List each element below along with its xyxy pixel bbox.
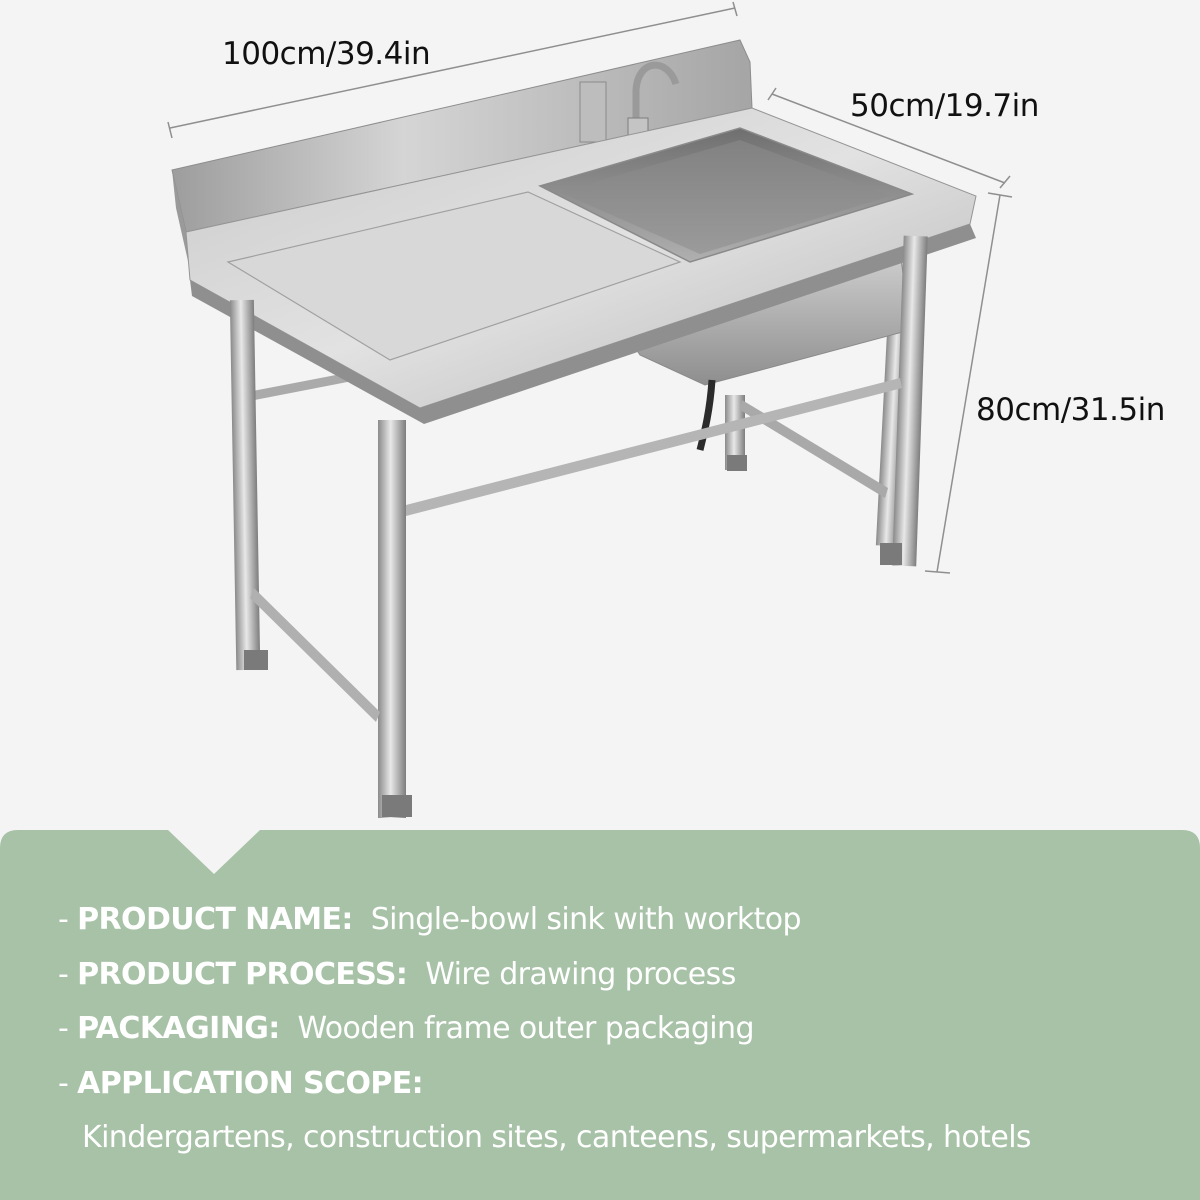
spec-value: Single-bowl sink with worktop [370,902,801,937]
spec-value: Wire drawing process [425,956,736,992]
spec-key: PRODUCT NAME: [77,902,353,937]
height-dimension-label: 80cm/31.5in [976,392,1165,428]
spec-value: Wooden frame outer packaging [297,1011,754,1046]
spec-product-process: - PRODUCT PROCESS: Wire drawing process [58,956,736,992]
spec-list [58,893,1178,1165]
width-dimension-label: 100cm/39.4in [222,36,431,72]
front-center-leg [378,420,406,818]
spec-application-scope: - APPLICATION SCOPE: [58,1065,424,1101]
application-scope-text: Kindergartens, construction sites, canteens, supermarkets, hotels [82,1120,1031,1155]
front-left-leg [230,300,260,670]
spec-key: PACKAGING: [77,1011,280,1046]
depth-dimension-label: 50cm/19.7in [850,88,1039,124]
spec-product-name: - PRODUCT NAME: Single-bowl sink with worktop [58,902,801,937]
spec-key: PRODUCT PROCESS: [77,956,408,992]
spec-packaging: - PACKAGING: Wooden frame outer packaging [58,1011,754,1046]
spec-key: APPLICATION SCOPE: [77,1065,424,1101]
